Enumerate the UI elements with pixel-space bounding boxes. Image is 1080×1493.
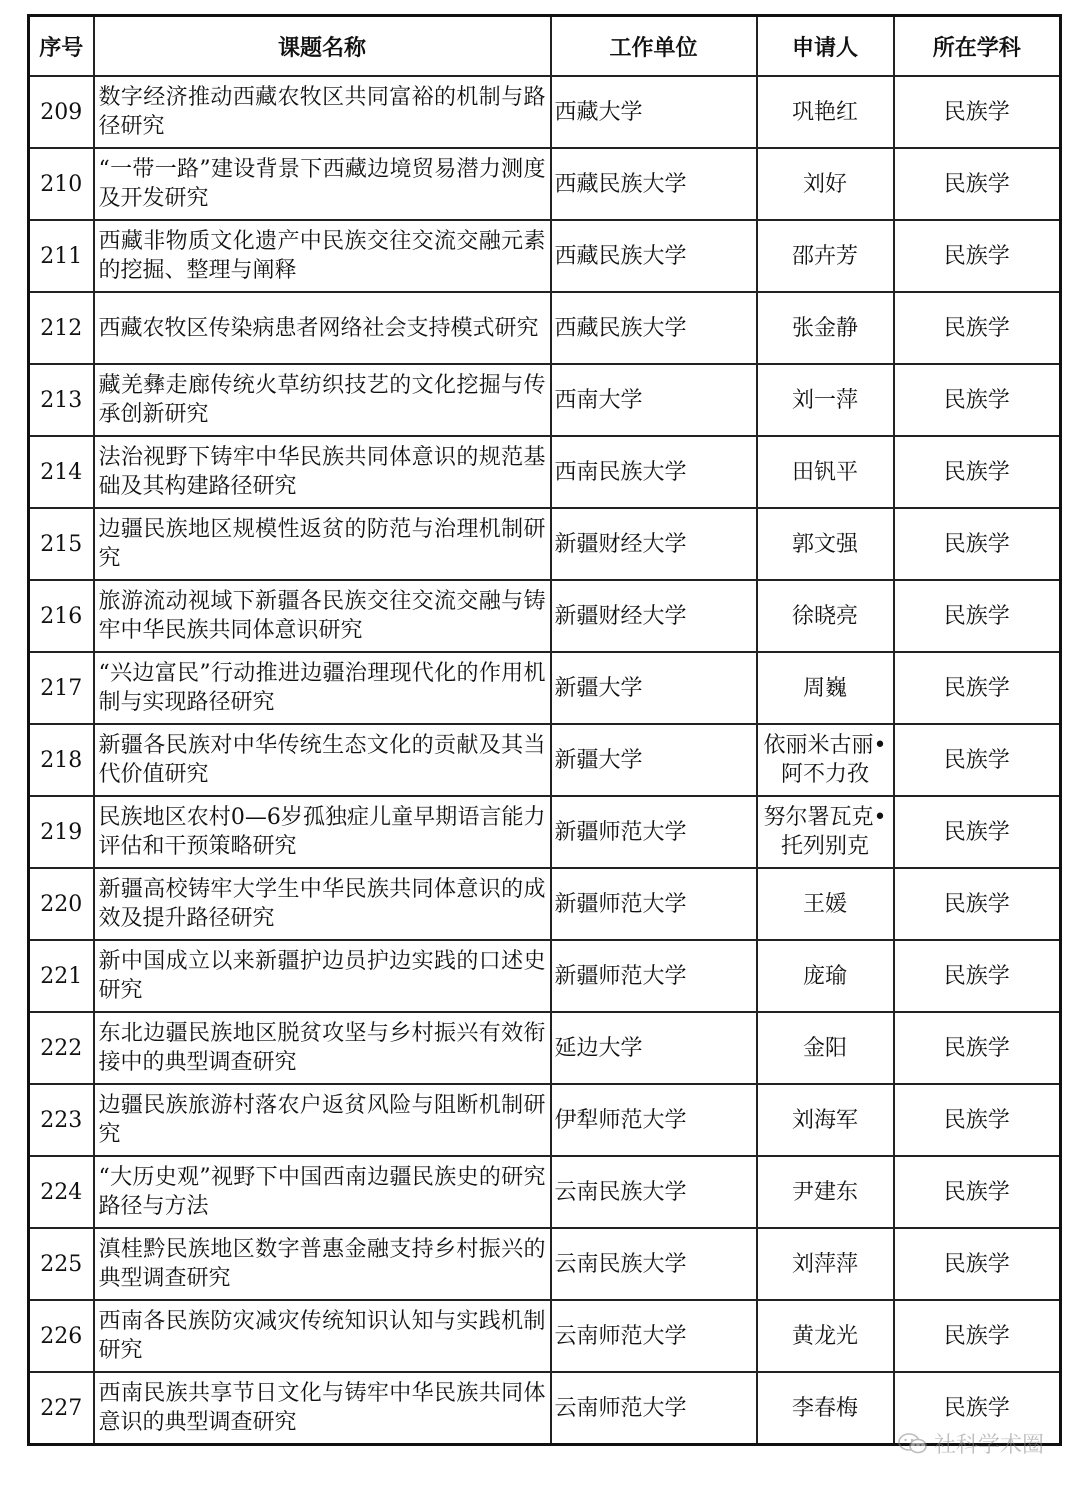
table-row bbox=[29, 1156, 1061, 1228]
cell-subject: 民族学 bbox=[894, 1012, 1061, 1084]
cell-applicant: 周巍 bbox=[757, 652, 894, 724]
cell-subject: 民族学 bbox=[894, 724, 1061, 796]
cell-serial: 226 bbox=[29, 1300, 94, 1372]
cell-subject: 民族学 bbox=[894, 508, 1061, 580]
cell-unit: 新疆财经大学 bbox=[551, 580, 757, 652]
cell-serial: 213 bbox=[29, 364, 94, 436]
cell-title: “兴边富民”行动推进边疆治理现代化的作用机制与实现路径研究 bbox=[94, 652, 551, 724]
table-row bbox=[29, 76, 1061, 148]
cell-serial: 223 bbox=[29, 1084, 94, 1156]
table-row bbox=[29, 1012, 1061, 1084]
cell-applicant: 李春梅 bbox=[757, 1372, 894, 1445]
table-row bbox=[29, 940, 1061, 1012]
table-row bbox=[29, 1372, 1061, 1445]
cell-title: 旅游流动视域下新疆各民族交往交流交融与铸牢中华民族共同体意识研究 bbox=[94, 580, 551, 652]
cell-title: 新中国成立以来新疆护边员护边实践的口述史研究 bbox=[94, 940, 551, 1012]
cell-title: 边疆民族旅游村落农户返贫风险与阻断机制研究 bbox=[94, 1084, 551, 1156]
cell-title: 数字经济推动西藏农牧区共同富裕的机制与路径研究 bbox=[94, 76, 551, 148]
cell-unit: 西南民族大学 bbox=[551, 436, 757, 508]
cell-title: 西南各民族防灾减灾传统知识认知与实践机制研究 bbox=[94, 1300, 551, 1372]
cell-title: 边疆民族地区规模性返贫的防范与治理机制研究 bbox=[94, 508, 551, 580]
cell-applicant: 刘海军 bbox=[757, 1084, 894, 1156]
cell-serial: 216 bbox=[29, 580, 94, 652]
cell-unit: 新疆师范大学 bbox=[551, 940, 757, 1012]
table-header-row bbox=[29, 16, 1061, 77]
table-row bbox=[29, 148, 1061, 220]
cell-unit: 云南民族大学 bbox=[551, 1156, 757, 1228]
cell-applicant: 巩艳红 bbox=[757, 76, 894, 148]
cell-unit: 新疆大学 bbox=[551, 652, 757, 724]
cell-unit: 西南大学 bbox=[551, 364, 757, 436]
cell-unit: 西藏民族大学 bbox=[551, 292, 757, 364]
cell-subject: 民族学 bbox=[894, 364, 1061, 436]
cell-serial: 220 bbox=[29, 868, 94, 940]
cell-serial: 215 bbox=[29, 508, 94, 580]
cell-title: “一带一路”建设背景下西藏边境贸易潜力测度及开发研究 bbox=[94, 148, 551, 220]
cell-serial: 217 bbox=[29, 652, 94, 724]
cell-applicant: 刘萍萍 bbox=[757, 1228, 894, 1300]
header-unit: 工作单位 bbox=[551, 16, 757, 77]
cell-title: 西藏非物质文化遗产中民族交往交流交融元素的挖掘、整理与阐释 bbox=[94, 220, 551, 292]
cell-title: 滇桂黔民族地区数字普惠金融支持乡村振兴的典型调查研究 bbox=[94, 1228, 551, 1300]
cell-unit: 伊犁师范大学 bbox=[551, 1084, 757, 1156]
cell-applicant: 努尔署瓦克•托列别克 bbox=[757, 796, 894, 868]
table-row bbox=[29, 1084, 1061, 1156]
cell-title: 新疆高校铸牢大学生中华民族共同体意识的成效及提升路径研究 bbox=[94, 868, 551, 940]
cell-serial: 222 bbox=[29, 1012, 94, 1084]
cell-serial: 219 bbox=[29, 796, 94, 868]
header-serial: 序号 bbox=[29, 16, 94, 77]
cell-applicant: 依丽米古丽•阿不力孜 bbox=[757, 724, 894, 796]
cell-unit: 西藏民族大学 bbox=[551, 220, 757, 292]
cell-serial: 218 bbox=[29, 724, 94, 796]
cell-title: 西南民族共享节日文化与铸牢中华民族共同体意识的典型调查研究 bbox=[94, 1372, 551, 1445]
cell-serial: 224 bbox=[29, 1156, 94, 1228]
table-row bbox=[29, 580, 1061, 652]
cell-unit: 西藏民族大学 bbox=[551, 148, 757, 220]
cell-subject: 民族学 bbox=[894, 1372, 1061, 1445]
cell-subject: 民族学 bbox=[894, 1228, 1061, 1300]
cell-subject: 民族学 bbox=[894, 940, 1061, 1012]
cell-subject: 民族学 bbox=[894, 796, 1061, 868]
cell-applicant: 张金静 bbox=[757, 292, 894, 364]
project-table bbox=[27, 14, 1062, 1446]
cell-unit: 云南师范大学 bbox=[551, 1372, 757, 1445]
cell-subject: 民族学 bbox=[894, 1300, 1061, 1372]
cell-title: 民族地区农村0—6岁孤独症儿童早期语言能力评估和干预策略研究 bbox=[94, 796, 551, 868]
cell-unit: 西藏大学 bbox=[551, 76, 757, 148]
cell-title: 西藏农牧区传染病患者网络社会支持模式研究 bbox=[94, 292, 551, 364]
cell-subject: 民族学 bbox=[894, 76, 1061, 148]
cell-unit: 新疆师范大学 bbox=[551, 796, 757, 868]
cell-title: 新疆各民族对中华传统生态文化的贡献及其当代价值研究 bbox=[94, 724, 551, 796]
table-row bbox=[29, 652, 1061, 724]
table-row bbox=[29, 436, 1061, 508]
cell-serial: 212 bbox=[29, 292, 94, 364]
header-applicant: 申请人 bbox=[757, 16, 894, 77]
cell-applicant: 徐晓亮 bbox=[757, 580, 894, 652]
table-row bbox=[29, 508, 1061, 580]
cell-serial: 209 bbox=[29, 76, 94, 148]
cell-unit: 云南民族大学 bbox=[551, 1228, 757, 1300]
cell-applicant: 庞瑜 bbox=[757, 940, 894, 1012]
cell-title: “大历史观”视野下中国西南边疆民族史的研究路径与方法 bbox=[94, 1156, 551, 1228]
cell-title: 东北边疆民族地区脱贫攻坚与乡村振兴有效衔接中的典型调查研究 bbox=[94, 1012, 551, 1084]
cell-serial: 221 bbox=[29, 940, 94, 1012]
cell-applicant: 金阳 bbox=[757, 1012, 894, 1084]
header-subject: 所在学科 bbox=[894, 16, 1061, 77]
cell-applicant: 黄龙光 bbox=[757, 1300, 894, 1372]
cell-unit: 延边大学 bbox=[551, 1012, 757, 1084]
cell-subject: 民族学 bbox=[894, 652, 1061, 724]
cell-subject: 民族学 bbox=[894, 148, 1061, 220]
cell-subject: 民族学 bbox=[894, 1156, 1061, 1228]
table-row bbox=[29, 292, 1061, 364]
cell-subject: 民族学 bbox=[894, 220, 1061, 292]
cell-serial: 211 bbox=[29, 220, 94, 292]
cell-unit: 新疆大学 bbox=[551, 724, 757, 796]
cell-subject: 民族学 bbox=[894, 436, 1061, 508]
cell-subject: 民族学 bbox=[894, 580, 1061, 652]
cell-applicant: 邵卉芳 bbox=[757, 220, 894, 292]
cell-serial: 214 bbox=[29, 436, 94, 508]
cell-unit: 云南师范大学 bbox=[551, 1300, 757, 1372]
cell-serial: 225 bbox=[29, 1228, 94, 1300]
table-row bbox=[29, 1300, 1061, 1372]
cell-applicant: 王媛 bbox=[757, 868, 894, 940]
cell-applicant: 刘一萍 bbox=[757, 364, 894, 436]
cell-unit: 新疆师范大学 bbox=[551, 868, 757, 940]
table-row bbox=[29, 796, 1061, 868]
table-row bbox=[29, 220, 1061, 292]
table-row bbox=[29, 724, 1061, 796]
cell-applicant: 刘好 bbox=[757, 148, 894, 220]
watermark-text: 社科学术圈 bbox=[933, 1433, 1044, 1458]
cell-serial: 227 bbox=[29, 1372, 94, 1445]
table-row bbox=[29, 868, 1061, 940]
cell-applicant: 郭文强 bbox=[757, 508, 894, 580]
cell-subject: 民族学 bbox=[894, 292, 1061, 364]
table-row bbox=[29, 1228, 1061, 1300]
cell-serial: 210 bbox=[29, 148, 94, 220]
cell-title: 藏羌彝走廊传统火草纺织技艺的文化挖掘与传承创新研究 bbox=[94, 364, 551, 436]
cell-applicant: 尹建东 bbox=[757, 1156, 894, 1228]
cell-unit: 新疆财经大学 bbox=[551, 508, 757, 580]
header-title: 课题名称 bbox=[94, 16, 551, 77]
cell-subject: 民族学 bbox=[894, 868, 1061, 940]
cell-subject: 民族学 bbox=[894, 1084, 1061, 1156]
cell-title: 法治视野下铸牢中华民族共同体意识的规范基础及其构建路径研究 bbox=[94, 436, 551, 508]
cell-applicant: 田钒平 bbox=[757, 436, 894, 508]
table-row bbox=[29, 364, 1061, 436]
